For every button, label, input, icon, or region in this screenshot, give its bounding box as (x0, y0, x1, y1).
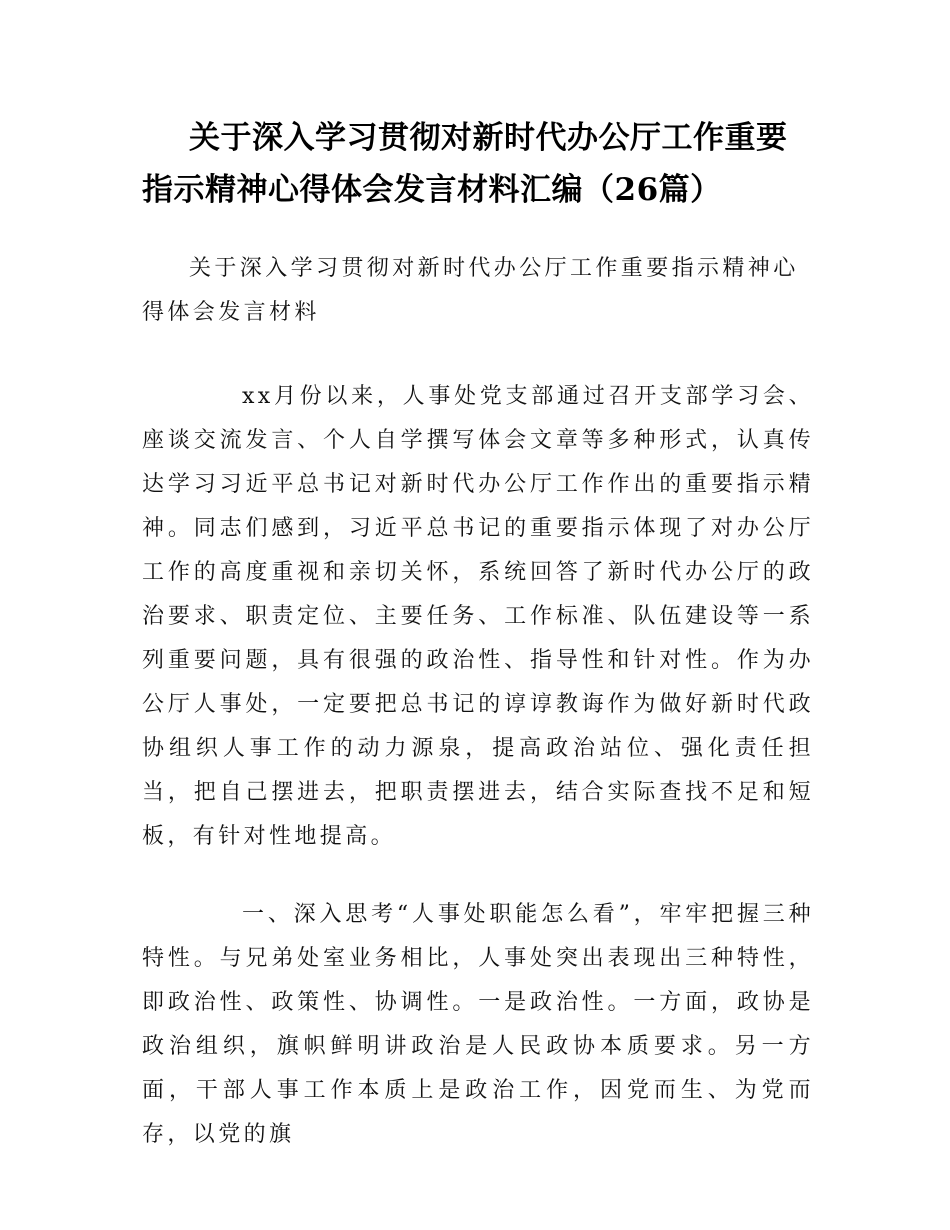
document-subtitle: 关于深入学习贯彻对新时代办公厅工作重要指示精神心得体会发言材料 (142, 256, 799, 325)
document-title: 关于深入学习贯彻对新时代办公厅工作重要指示精神心得体会发言材料汇编（26篇） (142, 120, 788, 208)
body-paragraph-1: xx月份以来，人事处党支部通过召开支部学习会、座谈交流发言、个人自学撰写体会文章等多种形式，认真传达学习习近平总书记对新时代办公厅工作作出的重要指示精神。同志们感到，习近平总书记的重要指示体现了对办公厅工作的高度重视和亲切关怀，系统回答了新时代办公厅的政治要求、职责定位、主要任务、工作标准、队伍建设等一系列重要问题，具有很强的政治性、指导性和针对性。作为办公厅人事处，一定要把总书记的谆谆教诲作为做好新时代政协组织人事工作的动力源泉，提高政治站位、强化责任担当，把自己摆进去，把职责摆进去，结合实际查找不足和短板，有针对性地提高。 (142, 384, 814, 849)
body-paragraph-2: 一、深入思考“人事处职能怎么看”，牢牢把握三种特性。与兄弟处室业务相比，人事处突出表现出三种特性，即政治性、政策性、协调性。一是政治性。一方面，政协是政治组织，旗帜鲜明讲政治是人民政协本质要求。另一方面，干部人事工作本质上是政治工作，因党而生、为党而存，以党的旗 (142, 902, 814, 1147)
